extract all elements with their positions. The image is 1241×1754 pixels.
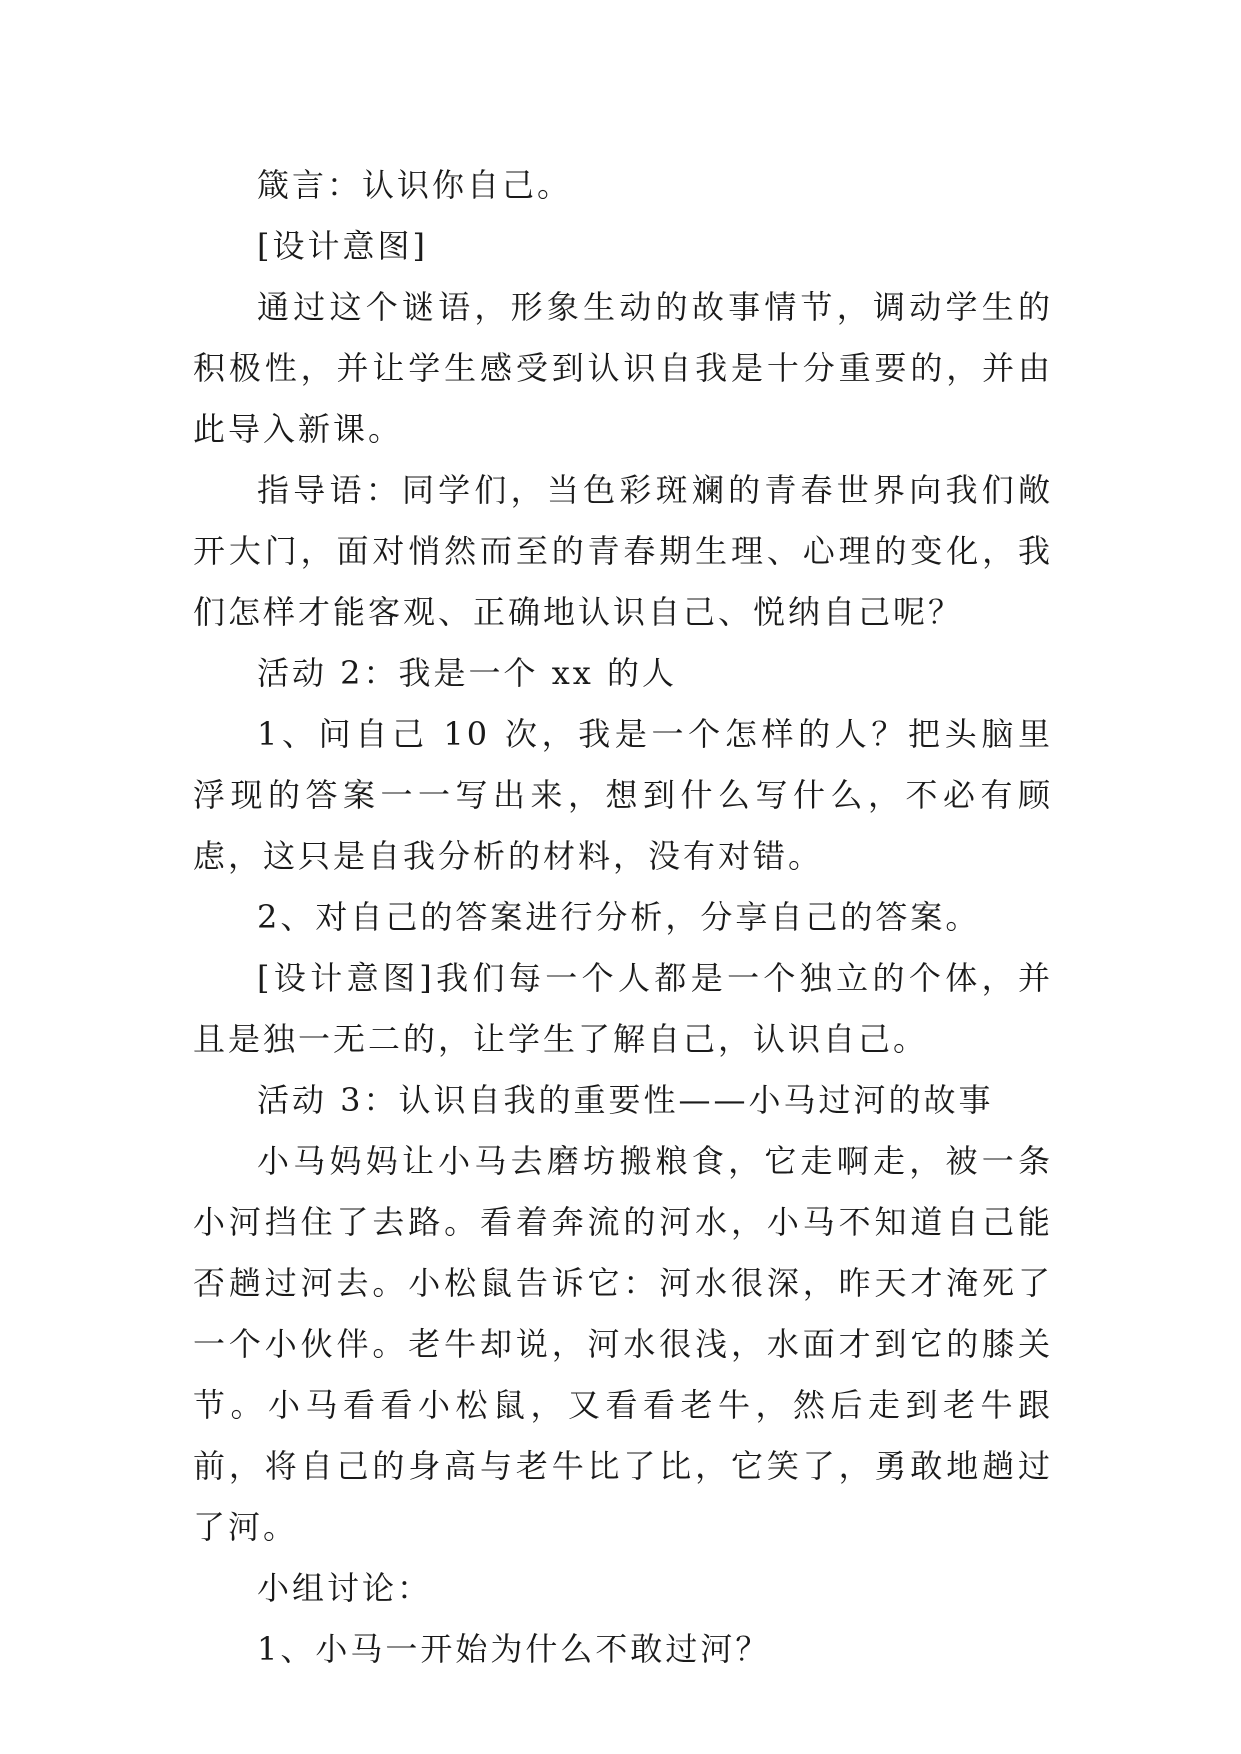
- paragraph-activity-2-step-2: 2、对自己的答案进行分析，分享自己的答案。: [257, 898, 981, 936]
- paragraph-guidance: 指导语：同学们，当色彩斑斓的青春世界向我们敞开大门，面对悄然而至的青春期生理、心理的变化，我们怎样才能客观、正确地认识自己、悦纳自己呢？: [193, 471, 1053, 631]
- paragraph-group-discussion: 小组讨论：: [257, 1569, 433, 1607]
- paragraph-pony-story: 小马妈妈让小马去磨坊搬粮食，它走啊走，被一条小河挡住了去路。看着奔流的河水，小马不知道自己能否趟过河去。小松鼠告诉它：河水很深，昨天才淹死了一个小伙伴。老牛却说，河水很浅，水面才到它的膝关节。小马看看小松鼠，又看看老牛，然后走到老牛跟前，将自己的身高与老牛比了比，它笑了，勇敢地趟过了河。: [193, 1142, 1053, 1546]
- paragraph-design-intent-2: [设计意图]我们每一个人都是一个独立的个体，并且是独一无二的，让学生了解自己，认识自己。: [193, 959, 1053, 1058]
- paragraph-question-1: 1、小马一开始为什么不敢过河？: [257, 1630, 771, 1668]
- paragraph-design-intent-heading: [设计意图]: [257, 227, 428, 265]
- paragraph-motto: 箴言：认识你自己。: [257, 166, 573, 204]
- paragraph-riddle-intent: 通过这个谜语，形象生动的故事情节，调动学生的积极性，并让学生感受到认识自我是十分重要的，并由此导入新课。: [193, 288, 1053, 448]
- paragraph-activity-3-heading: 活动 3：认识自我的重要性——小马过河的故事: [257, 1081, 994, 1119]
- paragraph-activity-2-heading: 活动 2：我是一个 xx 的人: [257, 654, 677, 692]
- paragraph-activity-2-step-1: 1、问自己 10 次，我是一个怎样的人？把头脑里浮现的答案一一写出来，想到什么写什么，不必有顾虑，这只是自我分析的材料，没有对错。: [193, 715, 1053, 875]
- document-body: [193, 155, 1053, 1680]
